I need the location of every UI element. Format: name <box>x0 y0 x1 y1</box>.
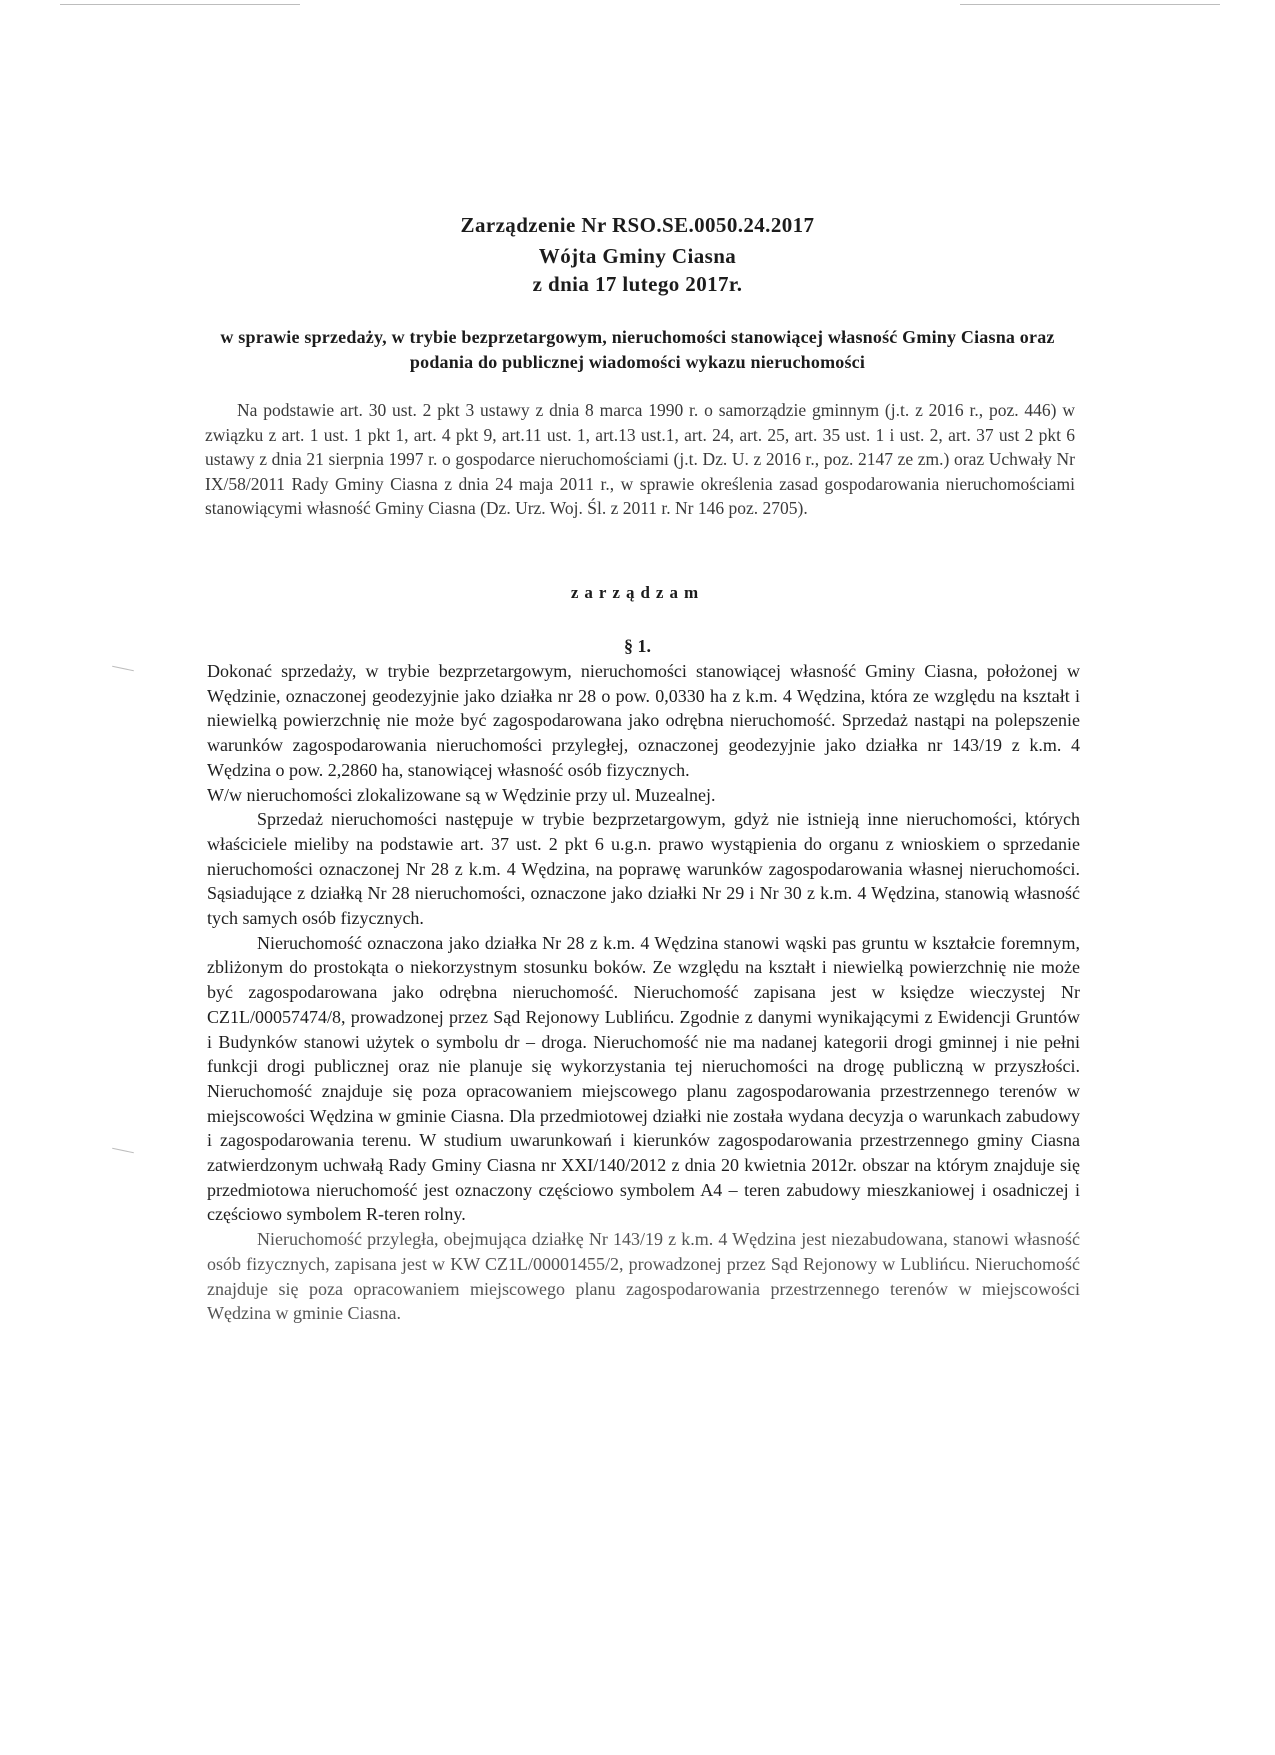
section-1-mark: § 1. <box>624 636 651 656</box>
scan-edge-mark <box>60 4 300 5</box>
legal-basis-paragraph: Na podstawie art. 30 ust. 2 pkt 3 ustawy z dnia 8 marca 1990 r. o samorządzie gminnym (j.t. z 2016 r., poz. 446) w związku z art. 1 ust. 1 pkt 1, art. 4 pkt 9, art.11 ust. 1, art.13 ust.1, art. 24, art. 25, art. 35 ust. 1 i ust. 2, art. 37 ust 2 pkt 6 ustawy z dnia 21 sierpnia 1997 r. o gospodarce nieruchomościami (j.t. Dz. U. z 2016 r., poz. 2147 ze zm.) oraz Uchwały Nr IX/58/2011 Rady Gminy Ciasna z dnia 24 maja 2011 r., w sprawie określenia zasad gospodarowania nieruchomościami stanowiącymi własność Gminy Ciasna (Dz. Urz. Woj. Śl. z 2011 r. Nr 146 poz. 2705). <box>205 400 1075 518</box>
section-1-paragraph: Nieruchomość przyległa, obejmująca działkę Nr 143/19 z k.m. 4 Wędzina jest niezabudowana, stanowi własność osób fizycznych, zapisana jest w KW CZ1L/00001455/2, prowadzonej przez Sąd Rejonowy w Lublińcu. Nieruchomość znajduje się poza opracowaniem miejscowego planu zagospodarowania przestrzennego terenów w miejscowości Wędzina w gminie Ciasna. <box>207 1229 1080 1324</box>
punch-hole-mark <box>112 1148 134 1154</box>
scan-edge-mark <box>960 4 1220 5</box>
section-1-body <box>207 659 1080 1326</box>
punch-hole-mark <box>112 666 134 672</box>
decree-subject: w sprawie sprzedaży, w trybie bezprzetargowym, nieruchomości stanowiącej własność Gminy Ciasna oraz podania do publicznej wiadomości wykazu nieruchomości <box>220 327 1055 372</box>
section-1-paragraph: Sprzedaż nieruchomości następuje w trybie bezprzetargowym, gdyż nie istnieją inne nieruchomości, których właściciele mieliby na podstawie art. 37 ust. 2 pkt 6 u.g.n. prawo wystąpienia do organu z wnioskiem o sprzedanie nieruchomości oznaczonej Nr 28 z k.m. 4 Wędzina, na poprawę warunków zagospodarowania własnej nieruchomości. Sąsiadujące z działką Nr 28 nieruchomości, oznaczone jako działki Nr 29 i Nr 30 z k.m. 4 Wędzina, stanowią własność tych samych osób fizycznych. <box>207 809 1080 929</box>
decree-title: Zarządzenie Nr RSO.SE.0050.24.2017 <box>460 213 815 237</box>
decree-date: z dnia 17 lutego 2017r. <box>532 272 743 296</box>
section-1-paragraph: W/w nieruchomości zlokalizowane są w Wędzinie przy ul. Muzealnej. <box>207 784 716 805</box>
section-1-paragraph: Dokonać sprzedaży, w trybie bezprzetargowym, nieruchomości stanowiącej własność Gminy Ciasna, położonej w Wędzinie, oznaczonej geodezyjnie jako działka nr 28 o pow. 0,0330 ha z k.m. 4 Wędzina, która ze względu na kształt i niewielką powierzchnię nie może być zagospodarowana jako odrębna nieruchomość. Sprzedaż nastąpi na polepszenie warunków zagospodarowania nieruchomości przyległej, oznaczonej geodezyjnie jako działka nr 143/19 z k.m. 4 Wędzina o pow. 2,2860 ha, stanowiącej własność osób fizycznych. <box>207 661 1080 780</box>
decree-word: zarządzam <box>570 583 705 602</box>
section-1-paragraph: Nieruchomość oznaczona jako działka Nr 28 z k.m. 4 Wędzina stanowi wąski pas gruntu w kształcie foremnym, zbliżonym do prostokąta o niekorzystnym stosunku boków. Ze względu na kształt i niewielką powierzchnię nie może być zagospodarowana jako odrębna nieruchomość. Nieruchomość zapisana jest w księdze wieczystej Nr CZ1L/00057474/8, prowadzonej przez Sąd Rejonowy Lublińcu. Zgodnie z danymi wynikającymi z Ewidencji Gruntów i Budynków stanowi użytek o symbolu dr – droga. Nieruchomość nie ma nadanej kategorii drogi gminnej i nie pełni funkcji drogi publicznej oraz nie planuje się wykorzystania tej nieruchomości na drogę publiczną w przyszłości. Nieruchomość znajduje się poza opracowaniem miejscowego planu zagospodarowania przestrzennego terenów w miejscowości Wędzina w gminie Ciasna. Dla przedmiotowej działki nie została wydana decyzja o warunkach zabudowy i zagospodarowania terenu. W studium uwarunkowań i kierunków zagospodarowania przestrzennego gminy Ciasna zatwierdzonym uchwałą Rady Gminy Ciasna nr XXI/140/2012 z dnia 20 kwietnia 2012r. obszar na którym znajduje się przedmiotowa nieruchomość jest oznaczony częściowo symbolem A4 – teren zabudowy mieszkaniowej i osadniczej i częściowo symbolem R-teren rolny. <box>207 932 1080 1225</box>
decree-issuer: Wójta Gminy Ciasna <box>538 244 737 268</box>
